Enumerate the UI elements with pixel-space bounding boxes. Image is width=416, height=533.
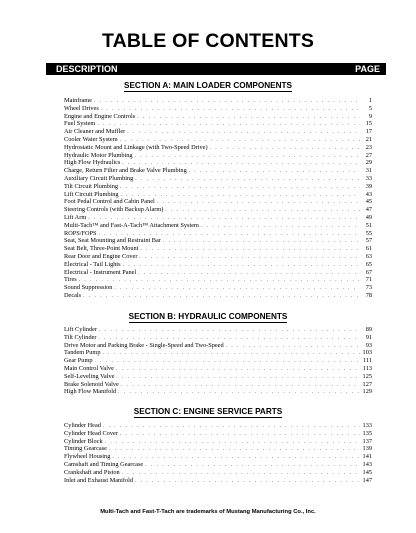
- toc-entry-label: Cylinder Block: [64, 437, 103, 445]
- dot-leader: [210, 145, 360, 153]
- section-a-list: [64, 97, 372, 300]
- toc-entry-page: 9: [368, 112, 372, 120]
- toc-entry: [64, 136, 372, 144]
- toc-entry-label: Drive Motor and Parking Brake - Single-Speed and Two-Speed: [64, 341, 224, 349]
- toc-entry: [64, 469, 372, 477]
- dot-leader: [94, 98, 360, 106]
- toc-entry-label: High Flow Manifold: [64, 388, 117, 396]
- dot-leader: [118, 389, 360, 397]
- toc-entry: [64, 97, 372, 105]
- toc-entry-page: 91: [365, 333, 372, 341]
- dot-leader: [137, 114, 360, 122]
- toc-entry-page: 145: [362, 468, 372, 476]
- toc-entry: [64, 105, 372, 113]
- toc-entry-page: 27: [365, 151, 372, 159]
- dot-leader: [116, 374, 360, 382]
- toc-entry-label: High Flow Hydraulics: [64, 159, 121, 167]
- toc-entry-page: 49: [365, 213, 372, 221]
- dot-leader: [112, 454, 360, 462]
- toc-entry-page: 63: [365, 252, 372, 260]
- toc-entry-page: 103: [362, 349, 372, 357]
- toc-entry-page: 135: [362, 429, 372, 437]
- toc-entry-page: 31: [365, 167, 372, 175]
- toc-entry-label: Tandem Pump: [64, 349, 101, 357]
- dot-leader: [121, 382, 360, 390]
- column-header-bar: [46, 63, 386, 75]
- dot-leader: [135, 478, 360, 486]
- toc-entry-label: Crankshaft and Piston: [64, 468, 120, 476]
- toc-entry-label: Hydrostatic Mount and Linkage (with Two-Speed Drive): [64, 143, 208, 151]
- toc-entry: [64, 292, 372, 300]
- section-c-list: [64, 422, 372, 484]
- section-a-title: SECTION A: MAIN LOADER COMPONENTS: [124, 81, 292, 90]
- dot-leader: [116, 366, 360, 374]
- toc-entry: [64, 253, 372, 261]
- toc-entry-label: Fuel System: [64, 120, 96, 128]
- toc-entry-label: ROPS/FOPS: [64, 229, 97, 237]
- toc-entry: [64, 445, 372, 453]
- toc-entry-label: Inlet and Exhaust Manifold: [64, 476, 134, 484]
- dot-leader: [139, 254, 360, 262]
- dot-leader: [99, 327, 360, 335]
- toc-entry-page: 111: [363, 357, 372, 365]
- section-b-list: [64, 326, 372, 396]
- toc-entry-label: Sound Suppression: [64, 284, 113, 292]
- toc-entry-page: 125: [362, 372, 372, 380]
- toc-entry-page: 43: [365, 190, 372, 198]
- section-b-title: SECTION B: HYDRAULIC COMPONENTS: [128, 312, 288, 321]
- dot-leader: [114, 285, 360, 293]
- toc-entry-page: 141: [362, 453, 372, 461]
- toc-entry: [64, 422, 372, 430]
- dot-leader: [83, 293, 360, 301]
- toc-entry-label: Engine and Engine Controls: [64, 112, 136, 120]
- toc-entry-label: Lift Circuit Plumbing: [64, 190, 119, 198]
- toc-entry: [64, 453, 372, 461]
- toc-entry-page: 5: [368, 104, 372, 112]
- toc-entry-page: 89: [365, 326, 372, 333]
- dot-leader: [189, 168, 360, 176]
- toc-entry-page: 67: [365, 268, 372, 276]
- toc-entry-label: Seat Belt, Three-Point Mount: [64, 245, 139, 253]
- toc-entry-page: 129: [362, 388, 372, 396]
- toc-entry-label: Tires: [64, 276, 77, 284]
- toc-entry: [64, 167, 372, 175]
- toc-entry: [64, 175, 372, 183]
- toc-entry-page: 113: [362, 364, 372, 372]
- toc-entry-label: Tilt Circuit Plumbing: [64, 182, 119, 190]
- dot-leader: [97, 121, 360, 129]
- dot-leader: [79, 277, 360, 285]
- toc-entry: [64, 357, 372, 365]
- toc-entry-label: Multi-Tach™ and Fast-A-Tach™ Attachment System: [64, 221, 199, 229]
- toc-entry-label: Hydraulic Motor Plumbing: [64, 151, 133, 159]
- toc-entry-page: 55: [365, 229, 372, 237]
- toc-entry: [64, 342, 372, 350]
- toc-entry-label: Electrical - Instrument Panel: [64, 268, 137, 276]
- toc-entry-page: 133: [362, 422, 372, 429]
- dot-leader: [123, 262, 360, 270]
- toc-entry-label: Seat, Seat Mounting and Restraint Bar: [64, 237, 161, 245]
- toc-entry: [64, 438, 372, 446]
- toc-entry-page: 21: [365, 135, 372, 143]
- toc-entry: [64, 237, 372, 245]
- toc-entry-page: 139: [362, 445, 372, 453]
- toc-entry-label: Tilt Cylinder: [64, 333, 97, 341]
- toc-entry-page: 61: [365, 245, 372, 253]
- toc-entry: [64, 373, 372, 381]
- toc-entry-page: 57: [365, 237, 372, 245]
- toc-entry: [64, 349, 372, 357]
- toc-entry: [64, 430, 372, 438]
- dot-leader: [145, 462, 360, 470]
- dot-leader: [127, 129, 360, 137]
- dot-leader: [95, 358, 360, 366]
- toc-entry-label: Lift Cylinder: [64, 326, 98, 333]
- toc-entry: [64, 477, 372, 485]
- toc-entry-page: 39: [365, 182, 372, 190]
- toc-entry-page: 78: [365, 291, 372, 299]
- toc-entry: [64, 152, 372, 160]
- description-column-label: DESCRIPTION: [56, 64, 118, 74]
- toc-entry-label: Flywheel Housing: [64, 453, 111, 461]
- toc-entry-label: Camshaft and Timing Gearcase: [64, 460, 144, 468]
- dot-leader: [109, 446, 360, 454]
- dot-leader: [120, 431, 360, 439]
- dot-leader: [105, 439, 360, 447]
- dot-leader: [165, 207, 360, 215]
- toc-entry-page: 51: [365, 221, 372, 229]
- toc-entry: [64, 230, 372, 238]
- dot-leader: [120, 184, 360, 192]
- toc-entry: [64, 159, 372, 167]
- toc-entry: [64, 388, 372, 396]
- toc-entry-page: 65: [365, 260, 372, 268]
- toc-entry: [64, 334, 372, 342]
- dot-leader: [138, 270, 360, 278]
- page-title: TABLE OF CONTENTS: [101, 30, 315, 52]
- toc-entry: [64, 381, 372, 389]
- toc-entry: [64, 191, 372, 199]
- toc-entry-page: 17: [365, 128, 372, 136]
- toc-entry: [64, 365, 372, 373]
- toc-entry-label: Gear Pump: [64, 357, 93, 365]
- toc-entry: [64, 206, 372, 214]
- toc-entry-label: Steering Controls (with Backup Alarm): [64, 206, 164, 214]
- dot-leader: [122, 470, 360, 478]
- toc-entry-label: Mainframe: [64, 97, 92, 104]
- toc-entry-page: 23: [365, 143, 372, 151]
- toc-entry: [64, 245, 372, 253]
- toc-entry-label: Lift Arm: [64, 213, 87, 221]
- toc-entry-label: Rear Door and Engine Cover: [64, 252, 138, 260]
- toc-entry: [64, 284, 372, 292]
- section-c-title: SECTION C: ENGINE SERVICE PARTS: [133, 407, 283, 416]
- dot-leader: [103, 423, 360, 431]
- toc-entry: [64, 269, 372, 277]
- toc-entry: [64, 461, 372, 469]
- dot-leader: [201, 223, 360, 231]
- toc-entry-page: 143: [362, 460, 372, 468]
- dot-leader: [121, 192, 360, 200]
- dot-leader: [226, 343, 360, 351]
- toc-entry-page: 1: [368, 97, 372, 104]
- toc-entry-label: Decals: [64, 291, 82, 299]
- dot-leader: [163, 238, 360, 246]
- trademark-footer: Multi-Tach and Fast-T-Tach are trademarks of Mustang Manufacturing Co., Inc.: [100, 509, 316, 515]
- toc-entry-page: 45: [365, 198, 372, 206]
- toc-entry: [64, 128, 372, 136]
- toc-entry-page: 127: [362, 380, 372, 388]
- toc-entry: [64, 120, 372, 128]
- toc-entry-label: Foot Pedal Control and Cabin Panel: [64, 198, 155, 206]
- page-column-label: PAGE: [355, 64, 380, 74]
- toc-entry: [64, 198, 372, 206]
- dot-leader: [157, 199, 360, 207]
- toc-entry: [64, 222, 372, 230]
- dot-leader: [140, 246, 360, 254]
- toc-entry: [64, 214, 372, 222]
- dot-leader: [102, 350, 360, 358]
- toc-entry-label: Wheel Drives: [64, 104, 99, 112]
- toc-entry: [64, 183, 372, 191]
- toc-entry-page: 29: [365, 159, 372, 167]
- toc-entry-label: Cylinder Head: [64, 422, 101, 429]
- toc-entry-page: 93: [365, 341, 372, 349]
- toc-entry-page: 147: [362, 476, 372, 484]
- dot-leader: [135, 153, 360, 161]
- toc-entry-label: Self-Leveling Valve: [64, 372, 115, 380]
- toc-entry: [64, 326, 372, 334]
- toc-entry: [64, 113, 372, 121]
- toc-entry-page: 47: [365, 206, 372, 214]
- dot-leader: [101, 106, 360, 114]
- toc-entry: [64, 276, 372, 284]
- toc-entry-label: Cylinder Head Cover: [64, 429, 118, 437]
- toc-entry-label: Charge, Return Filter and Brake Valve Plumbing: [64, 167, 187, 175]
- toc-entry-label: Main Control Valve: [64, 364, 114, 372]
- toc-entry-label: Brake Solenoid Valve: [64, 380, 119, 388]
- toc-entry-label: Electrical - Tail Lights: [64, 260, 121, 268]
- dot-leader: [135, 176, 360, 184]
- toc-entry-page: 15: [365, 120, 372, 128]
- toc-entry: [64, 144, 372, 152]
- toc-entry-page: 33: [365, 174, 372, 182]
- toc-entry-page: 71: [365, 276, 372, 284]
- toc-entry-page: 137: [362, 437, 372, 445]
- toc-entry-label: Auxiliary Circuit Plumbing: [64, 174, 134, 182]
- toc-entry: [64, 261, 372, 269]
- toc-entry-page: 73: [365, 284, 372, 292]
- toc-entry-label: Timing Gearcase: [64, 445, 107, 453]
- toc-entry-label: Air Cleaner and Muffler: [64, 128, 126, 136]
- toc-entry-label: Cooler Water System: [64, 135, 118, 143]
